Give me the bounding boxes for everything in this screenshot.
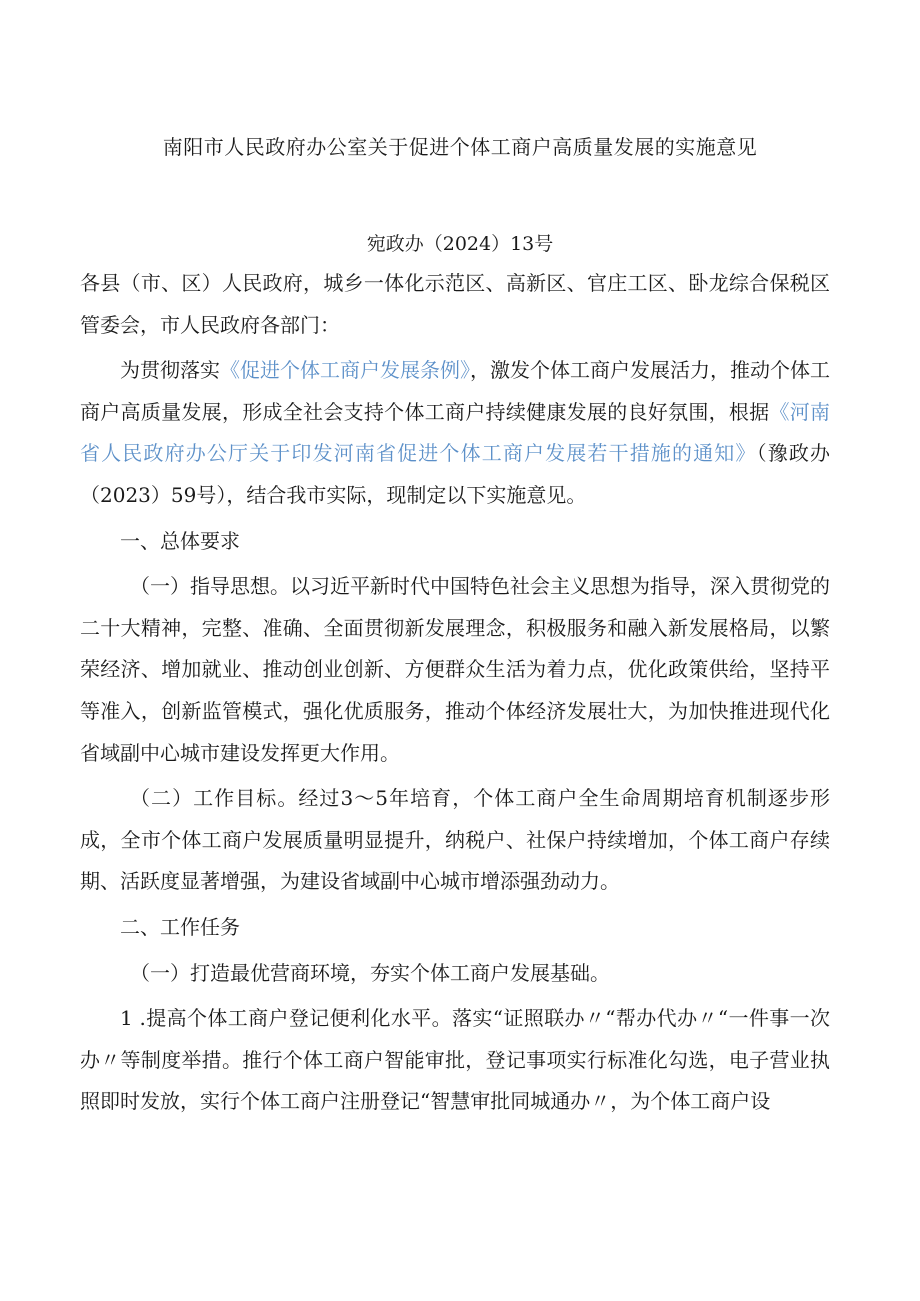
document-number: 宛政办（2024）13号 bbox=[366, 233, 554, 255]
intro-text-2: ，激发个体工商户发展活力，推动个体工商户高质量发展，形成全社会支持个体工商户持续健康发展的良好氛围，根据 bbox=[80, 358, 830, 424]
addressee: 各县（市、区）人民政府，城乡一体化示范区、高新区、官庄工区、卧龙综合保税区管委会，市人民政府各部门： bbox=[80, 271, 830, 337]
section-heading-2: 二、工作任务 bbox=[120, 914, 240, 939]
section-heading-1: 一、总体要求 bbox=[120, 528, 240, 553]
document-title: 南阳市人民政府办公室关于促进个体工商户高质量发展的实施意见 bbox=[162, 135, 758, 159]
notice-link[interactable]: 《河南省人民政府办公厅关于印发河南省促进个体工商户发展若干措施的通知》 bbox=[80, 399, 831, 466]
intro-text-1: 为贯彻落实 bbox=[120, 358, 220, 383]
intro-text-3: （豫政办（2023）59号），结合我市实际，现制定以下实施意见。 bbox=[80, 441, 831, 507]
task-item-1: 1 .提高个体工商户登记便利化水平。落实“证照联办〃“帮办代办〃“一件事一次办〃等制度举措。推行个体工商户智能审批，登记事项实行标准化勾选，电子营业执照即时发放，实行个体工商户注册登记“智慧审批同城通办〃，为个体工商户设 bbox=[80, 1006, 830, 1114]
work-goals-paragraph: （二）工作目标。经过3～5年培育，个体工商户全生命周期培育机制逐步形成，全市个体工商户发展质量明显提升，纳税户、社保户持续增加，个体工商户存续期、活跃度显著增强，为建设省域副中心城市增添强劲动力。 bbox=[80, 786, 830, 894]
intro-paragraph bbox=[80, 350, 830, 516]
task-subheading: （一）打造最优营商环境，夯实个体工商户发展基础。 bbox=[130, 960, 610, 985]
guiding-ideology-paragraph: （一）指导思想。以习近平新时代中国特色社会主义思想为指导，深入贯彻党的二十大精神，完整、准确、全面贯彻新发展理念，积极服务和融入新发展格局，以繁荣经济、增加就业、推动创业创新、方便群众生活为着力点，优化政策供给，坚持平等准入，创新监管模式，强化优质服务，推动个体经济发展壮大，为加快推进现代化省域副中心城市建设发挥更大作用。 bbox=[80, 574, 830, 765]
document-body bbox=[80, 263, 830, 1123]
regulation-link[interactable]: 《促进个体工商户发展条例》 bbox=[220, 358, 470, 383]
